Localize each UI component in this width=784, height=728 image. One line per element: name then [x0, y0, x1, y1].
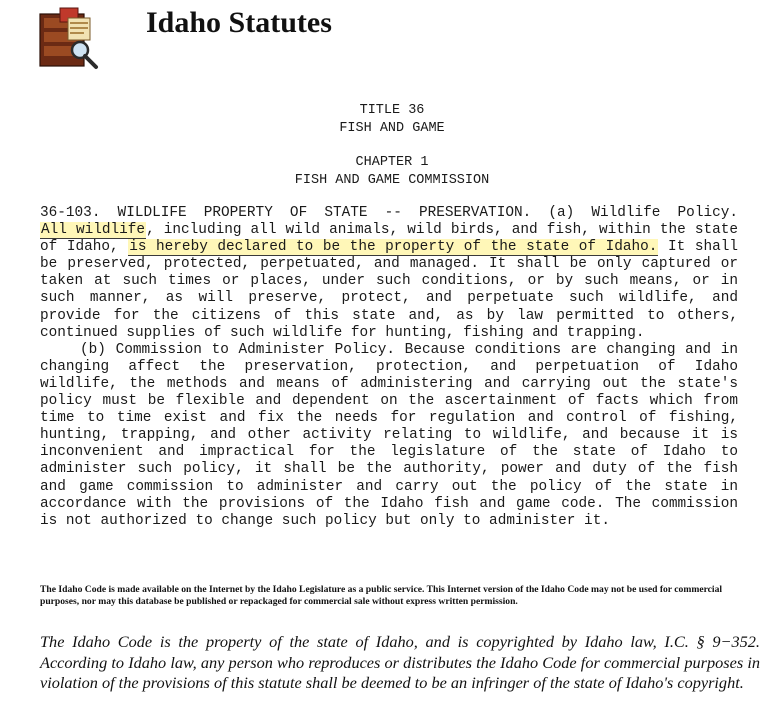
paragraph-b: (b) Commission to Administer Policy. Because conditions are changing and in changing affect the preservation, protection, and perpetuation of Idaho wildlife, the methods and means of administering and carrying out the state's policy must be flexible and dependent on the ascertainment of facts which from time to time exist and fix the needs for regulation and control of fishing, hunting, trapping, and other activity relating to wildlife, and because it is inconvenient and impractical for the legislature of the state of Idaho to administer such policy, it shall be the authority, power and duty of the fish and game commission to administer and carry out the policy of the state in accordance with the provisions of the Idaho fish and game code. The commission is not authorized to change such policy but only to administer it. [40, 341, 738, 529]
statute-text [40, 205, 738, 530]
book-with-magnifier-icon [38, 6, 100, 70]
fine-print-disclaimer: The Idaho Code is made available on the Internet by the Idaho Legislature as a public service. This Internet version of the Idaho Code may not be used for commercial purposes, nor may this database be published or repackaged for commercial sale without express written permission. [40, 584, 723, 607]
highlight-property-of-state: is hereby declared to be the property of the state of Idaho. [129, 239, 658, 256]
highlight-all-wildlife: All wildlife [41, 222, 146, 239]
page-title: Idaho Statutes [146, 6, 332, 39]
paragraph-a [40, 222, 738, 342]
paragraph-a-text-2: It shall be preserved, protected, perpetuated, and managed. It shall be only captured or taken at such times or places, under such conditions, or by such means, or in such manner, as will preserve, protect, and perpetuate such wildlife, and provide for the citizens of this state and, as by law permitted to others, continued supplies of such wildlife for hunting, fishing and trapping. [40, 239, 738, 341]
chapter-number: CHAPTER 1 [355, 155, 429, 170]
statute-headings [0, 102, 784, 190]
title-number: TITLE 36 [359, 103, 425, 118]
title-name: FISH AND GAME [339, 121, 445, 136]
copyright-notice: The Idaho Code is the property of the state of Idaho, and is copyrighted by Idaho law, I.C. § 9−352. According to Idaho law, any person who reproduces or distributes the Idaho Code for commercial purposes in violation of the provisions of this statute shall be deemed to be an infringer of the state of Idaho's copyright. [40, 632, 760, 693]
paragraph-a-text-1: , including all wild animals, wild birds, and fish, within the state of Idaho, [40, 222, 738, 256]
chapter-name: FISH AND GAME COMMISSION [294, 173, 490, 188]
section-intro: 36-103. WILDLIFE PROPERTY OF STATE -- PRESERVATION. (a) Wildlife Policy. [40, 205, 738, 221]
section-heading [40, 205, 738, 222]
